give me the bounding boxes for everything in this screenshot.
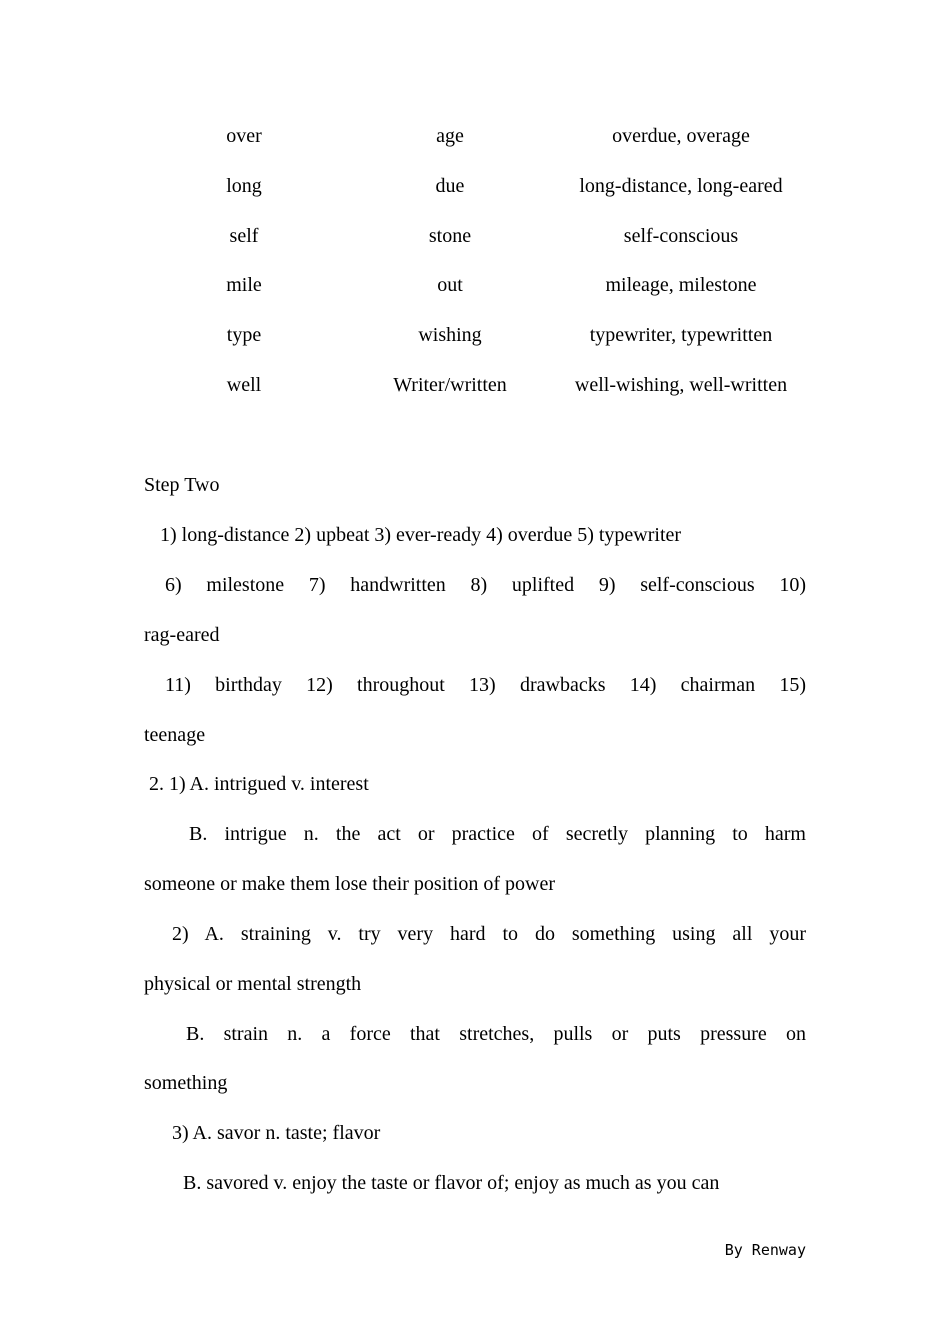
table-row xyxy=(144,260,806,310)
word-combination-table xyxy=(144,111,806,410)
definition-line: B. savored v. enjoy the taste or flavor of; enjoy as much as you can xyxy=(183,1172,720,1194)
prefix-cell: well xyxy=(226,373,262,396)
answer-line: 11) birthday 12) throughout 13) drawbacks 14) chairman 15) xyxy=(165,674,806,696)
answer-line: teenage xyxy=(144,724,206,746)
compound-cell: typewriter, typewritten xyxy=(589,324,773,347)
compound-cell: self-conscious xyxy=(623,224,739,247)
suffix-cell: age xyxy=(436,125,464,147)
definition-line: 2) A. straining v. try very hard to do something using all your xyxy=(172,923,806,945)
answer-line: rag-eared xyxy=(144,624,220,646)
suffix-cell: out xyxy=(437,274,463,297)
answer-line: 1) long-distance 2) upbeat 3) ever-ready 4) overdue 5) typewriter xyxy=(160,524,682,546)
definition-line: someone or make them lose their position of power xyxy=(144,873,556,895)
suffix-cell: stone xyxy=(428,224,472,247)
prefix-cell: long xyxy=(226,174,262,197)
prefix-cell: type xyxy=(226,324,262,347)
section-heading: Step Two xyxy=(144,474,220,496)
prefix-cell: mile xyxy=(226,274,262,297)
definition-line: 3) A. savor n. taste; flavor xyxy=(172,1122,381,1144)
definition-line: something xyxy=(144,1072,228,1094)
table-row xyxy=(144,161,806,211)
compound-cell: well-wishing, well-written xyxy=(574,373,788,396)
table-row xyxy=(144,111,806,161)
suffix-cell: due xyxy=(435,174,465,197)
table-row xyxy=(144,360,806,410)
compound-cell: overdue, overage xyxy=(612,125,750,147)
prefix-cell: self xyxy=(229,224,259,247)
prefix-cell: over xyxy=(226,125,262,147)
definition-line: B. intrigue n. the act or practice of secretly planning to harm xyxy=(189,823,806,845)
table-row xyxy=(144,211,806,261)
definition-line: physical or mental strength xyxy=(144,973,362,995)
table-row xyxy=(144,310,806,360)
compound-cell: mileage, milestone xyxy=(605,274,757,297)
suffix-cell: wishing xyxy=(418,324,482,347)
suffix-cell: Writer/written xyxy=(393,373,507,396)
definition-line: B. strain n. a force that stretches, pulls or puts pressure on xyxy=(186,1023,806,1045)
footer-author: By Renway xyxy=(724,1241,806,1259)
answer-line: 2. 1) A. intrigued v. interest xyxy=(149,773,369,795)
answer-line: 6) milestone 7) handwritten 8) uplifted 9) self-conscious 10) xyxy=(165,574,806,596)
compound-cell: long-distance, long-eared xyxy=(579,174,783,197)
